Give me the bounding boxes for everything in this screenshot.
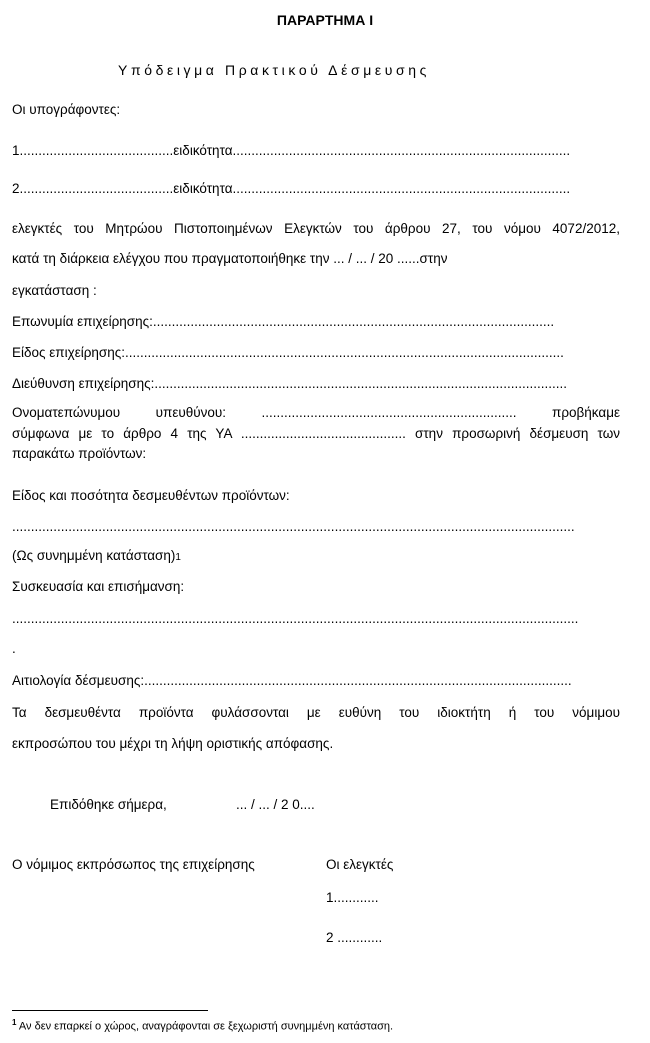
packaging-label: Συσκευασία και επισήμανση: (12, 579, 185, 594)
responsible-line-3: παρακάτω προϊόντων: (12, 446, 147, 461)
delivered-label: Επιδόθηκε σήμερα, (50, 797, 167, 812)
custody-line-2: εκπροσώπου του μέχρι τη λήψη οριστικής απόφασης. (12, 736, 334, 751)
footnote-text: Αν δεν επαρκεί ο χώρος, αναγράφονται σε ξεχωριστή συνημμένη κατάσταση. (16, 1020, 394, 1033)
business-name-line: Επωνυμία επιχείρησης:........................................................................................................... (12, 314, 555, 329)
paragraph-inspectors-line-1: ελεγκτές του Μητρώου Πιστοποιημένων Ελεγκτών του άρθρου 27, του νόμου 4072/2012, (12, 221, 620, 236)
paragraph-inspectors-line-3: εγκατάσταση : (12, 283, 97, 298)
footnote-separator (12, 1010, 208, 1011)
products-dots-line: ...................................................................................................................................................... (12, 519, 575, 534)
products-label: Είδος και ποσότητα δεσμευθέντων προϊόντων: (12, 488, 290, 503)
inspector-line-1: 1.........................................ειδικότητα.......................................................................................... (12, 143, 571, 158)
footnote (12, 1018, 393, 1033)
custody-line-1: Τα δεσμευθέντα προϊόντα φυλάσσονται με ευθύνη του ιδιοκτήτη ή του νόμιμου (12, 705, 620, 720)
delivered-date: ... / ... / 2 0.... (236, 797, 315, 812)
inspector-line-2: 2.........................................ειδικότητα.......................................................................................... (12, 181, 571, 196)
responsible-line-1: Ονοματεπώνυμου υπευθύνου: .................................................................... προβήκαμε (12, 405, 620, 420)
footnote-mark: 1 (12, 1018, 17, 1027)
inspector-signature-1: 1............ (326, 890, 379, 905)
business-type-line: Είδος επιχείρησης:..................................................................................................................... (12, 345, 564, 360)
inspector-signature-2: 2 ............ (326, 930, 383, 945)
page-subtitle: Υπόδειγμα Πρακτικού Δέσμευσης (118, 62, 430, 78)
business-address-line: Διεύθυνση επιχείρησης:.............................................................................................................. (12, 376, 567, 391)
signatories-label: Οι υπογράφοντες: (12, 102, 121, 117)
packaging-dots-line: ....................................................................................................................................................... (12, 611, 579, 626)
justification-line: Αιτιολογία δέσμευσης:.................................................................................................................. (12, 673, 572, 688)
attached-note: (Ως συνημμένη κατάσταση)1 (12, 548, 181, 563)
packaging-dot-line: . (12, 641, 16, 656)
attached-note-footnote-ref: 1 (175, 552, 181, 563)
responsible-line-2: σύμφωνα με το άρθρο 4 της ΥΑ ............................................ στην προσωρινή δέσμευση των (12, 426, 620, 441)
page-title: ΠΑΡΑΡΤΗΜΑ Ι (276, 12, 374, 28)
inspectors-label: Οι ελεγκτές (326, 857, 394, 872)
legal-representative-label: Ο νόμιμος εκπρόσωπος της επιχείρησης (12, 857, 255, 872)
paragraph-inspectors-line-2: κατά τη διάρκεια ελέγχου που πραγματοποιήθηκε την ... / ... / 20 ......στην (12, 251, 448, 266)
